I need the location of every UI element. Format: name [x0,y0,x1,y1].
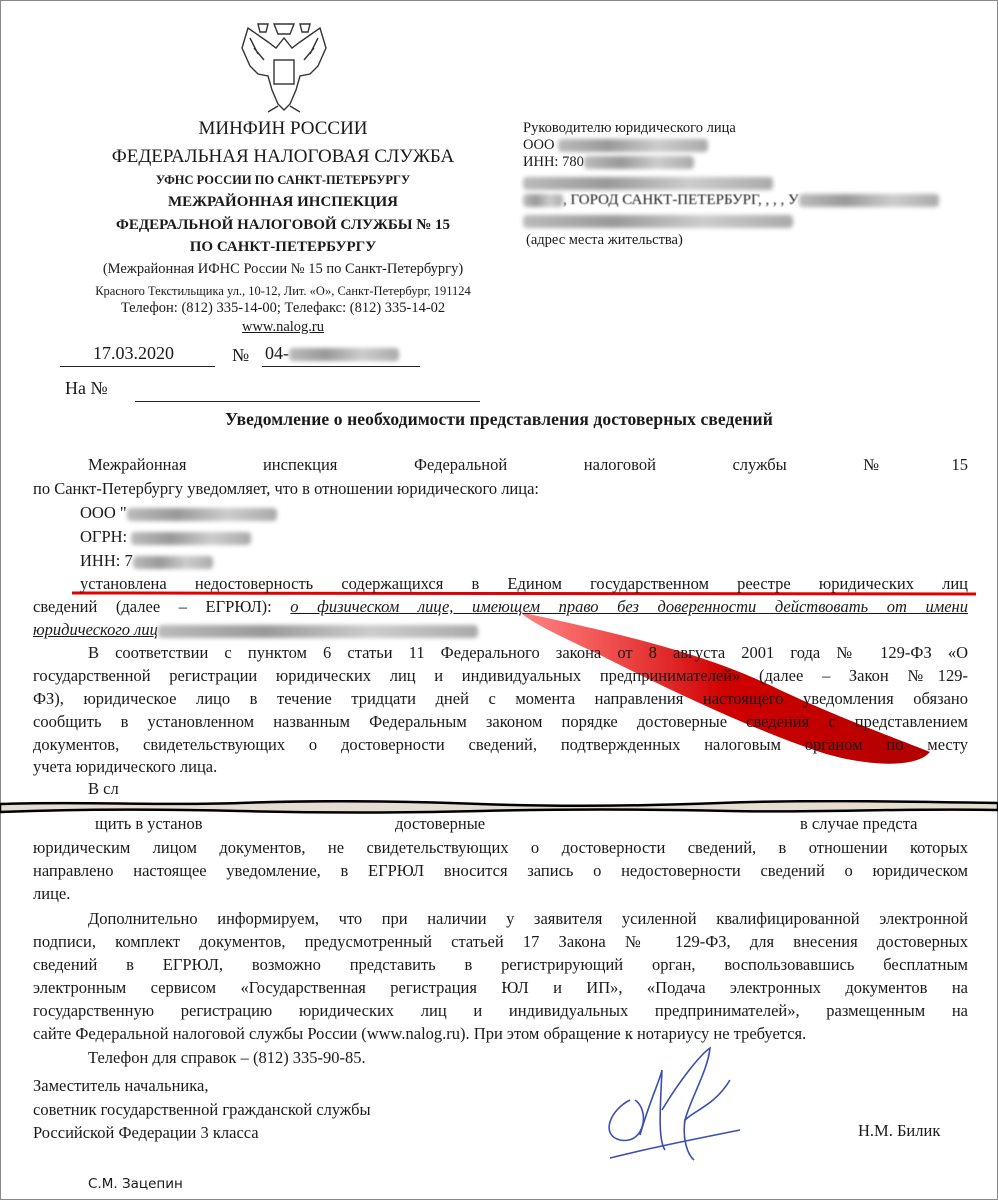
body-line: Дополнительно информируем, что при наличии у заявителя усиленной квалифицированной электронной [88,909,968,928]
body-line: сообщить в установленном названным Федеральным законом порядке достоверные сведения с представлением [33,712,968,731]
org-ogrn [80,527,251,547]
recipient-org [523,137,708,154]
org-inn [80,551,213,571]
inn-label: ИНН: 7 [80,551,133,570]
signer-rank: советник государственной гражданской службы [33,1100,371,1119]
inspection-phones: Телефон: (812) 335-14-00; Телефакс: (812) 335-14-02 [120,300,446,316]
obscured-fragment: достоверные [395,814,486,833]
recipient-city [523,192,939,209]
russian-emblem-icon [228,18,340,114]
body-line: учета юридического лица. [33,757,218,776]
body-line: сведений в ЕГРЮЛ, возможно представить в регистрирующий орган, воспользовавшись бесплатным [33,955,968,974]
signer-name: Н.М. Билик [858,1121,941,1140]
body-line: государственную регистрацию юридических лиц и индивидуальных предпринимателей», размещенным на [33,1001,968,1020]
sved-label: сведений (далее – ЕГРЮЛ): [33,597,291,616]
jur-text: юридического лиц [33,620,158,639]
body-line [33,597,968,619]
obscured-fragment: щить в установ [95,814,203,833]
divider [60,366,215,367]
divider [135,401,480,402]
body-line: документов, свидетельствующих о достоверности сведений, подтвержденных налоговым органом по месту [33,735,968,754]
body-line: электронным сервисом «Государственная регистрация ЮЛ и ИП», «Подача электронных документов на [33,978,968,997]
inspection-line-2: ФЕДЕРАЛЬНОЙ НАЛОГОВОЙ СЛУЖБЫ № 15 [115,217,451,233]
body-line: подписи, комплект документов, предусмотренный статьей 17 Закона № 129-ФЗ, для внесения достоверных [33,932,968,951]
inspection-short-name: (Межрайонная ИФНС России № 15 по Санкт-Петербургу) [102,261,464,277]
divider [262,366,420,367]
body-line: Межрайонная инспекция Федеральной налоговой службы №15 [88,455,968,474]
body-line: государственной регистрации юридических лиц и индивидуальных предпринимателей» (далее – Закон №129- [33,666,968,685]
body-line: сайте Федеральной налоговой службы России (www.nalog.ru). При этом обращение к нотариусу не требуется. [33,1024,807,1043]
redacted-block [523,212,793,230]
signer-position: Заместитель начальника, [33,1076,209,1095]
inspection-address: Красного Текстильщика ул., 10-12, Лит. «О», Санкт-Петербург, 191124 [95,284,471,298]
obscured-fragment: В сл [88,779,119,798]
body-line: установлена недостоверность содержащихся в Едином государственном реестре юридических лиц [80,574,968,593]
body-line: В соответствии с пунктом 6 статьи 11 Федерального закона от 8 августа 2001 года № 129-ФЗ «О [88,643,968,662]
regional-office: УФНС РОССИИ ПО САНКТ-ПЕТЕРБУРГУ [155,173,411,187]
letter-number-text: 04- [265,343,289,363]
org-name [80,503,277,523]
handwritten-signature [590,1040,750,1170]
body-line: по Санкт-Петербургу уведомляет, что в отношении юридического лица: [33,479,539,498]
recipient-title: Руководителю юридического лица [523,120,736,136]
address-note: (адрес места жительства) [526,232,683,248]
executor-name: С.М. Зацепин [88,1176,183,1192]
body-line [33,620,478,640]
recipient-inn [523,154,694,171]
service-name: ФЕДЕРАЛЬНАЯ НАЛОГОВАЯ СЛУЖБА [111,146,455,167]
org-label: ООО " [80,503,127,522]
sved-italic: о физическом лице, имеющем право без доверенности действовать от имени [290,597,968,616]
recipient-org-label: ООО [523,137,559,153]
recipient-inn-label: ИНН: 780 [523,154,584,170]
torn-paper-divider [0,800,998,814]
help-phone: Телефон для справок – (812) 335-90-85. [88,1048,366,1067]
recipient-city-text: , ГОРОД САНКТ-ПЕТЕРБУРГ, , , , У [563,192,799,208]
number-label: № [232,345,250,365]
body-line: ФЗ), юридическое лицо в течение тридцати дней с момента направления настоящего уведомления обязано [33,689,968,708]
reply-label: На № [65,378,108,398]
document-title: Уведомление о необходимости представления достоверных сведений [225,409,773,429]
website-link[interactable]: www.nalog.ru [241,319,324,335]
inspection-line-3: ПО САНКТ-ПЕТЕРБУРГУ [189,239,377,255]
letter-date: 17.03.2020 [93,343,174,363]
redacted-block [584,156,694,169]
obscured-fragment: в случае предста [800,814,918,833]
body-line: направлено настоящее уведомление, в ЕГРЮЛ вносится запись о недостоверности сведений о юридическом [33,861,968,880]
redacted-block [558,139,708,152]
body-line: юридическим лицом документов, не свидетельствующих о достоверности сведений, в отношении которых [33,838,968,857]
body-line: лице. [33,884,71,903]
signer-rank-class: Российской Федерации 3 класса [33,1123,259,1142]
redacted-block [523,174,773,192]
ogrn-label: ОГРН: [80,527,132,546]
inspection-line-1: МЕЖРАЙОННАЯ ИНСПЕКЦИЯ [167,194,399,210]
ministry-name: МИНФИН РОССИИ [198,118,368,139]
letter-number [265,343,399,364]
